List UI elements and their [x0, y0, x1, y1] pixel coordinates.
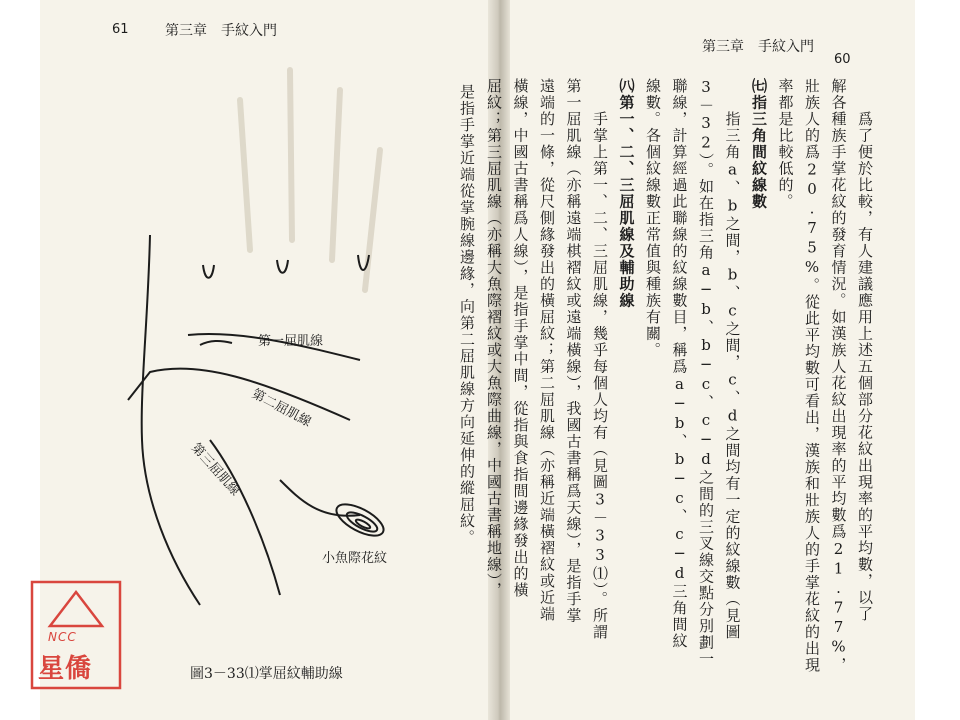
- label-second-crease: 第二屈肌線: [249, 386, 314, 431]
- label-first-crease: 第一屈肌線: [258, 334, 324, 349]
- left-page-number: 61: [112, 22, 129, 37]
- palm-crease-figure: [60, 60, 400, 660]
- left-text-column: 是指手掌近端從掌腕線邊緣，向第二屈肌線方向延伸的縱屈紋。: [458, 84, 476, 546]
- section-heading: ㈦指三角間紋線數: [750, 78, 768, 210]
- text-column: 遠端的一條，從尺側緣發出的橫屈紋；第二屈肌線（亦稱近端橫褶紋或近端: [538, 78, 556, 623]
- text-column: 3－32）。如在指三角a─b、b─c、c─d之間的三叉線交點分別劃一: [697, 78, 715, 668]
- hypothenar-loop: [332, 498, 388, 542]
- finger-base-mark-1: [203, 265, 214, 278]
- section-heading: ㈧第一、二、三屈肌線及輔助線: [617, 78, 636, 309]
- right-chapter-title: 第三章 手紋入門: [702, 39, 814, 55]
- text-column: 橫線，中國古書稱爲人線），是指手掌中間，從指與食指間邊緣發出的橫: [511, 78, 530, 599]
- text-column: 第一屈肌線（亦稱遠端棋褶紋或遠端橫線），我國古書稱爲天線），是指手掌: [564, 78, 583, 624]
- figure-caption: 圖3－33⑴掌屈紋輔助線: [190, 666, 343, 682]
- palm-figure-drawing: [60, 60, 400, 660]
- stamp-triangle-icon: [50, 592, 102, 626]
- finger-base-mark-2: [277, 260, 288, 273]
- ncc-stamp: [30, 580, 122, 690]
- text-column: 壯族人的爲20.75%。從此平均數可看出，漢族和壯族人的手掌花紋的出現: [803, 78, 821, 674]
- left-chapter-title: 第三章 手紋入門: [165, 23, 277, 39]
- label-hypothenar-pattern: 小魚際花紋: [322, 551, 388, 566]
- palm-outline-left: [142, 235, 200, 605]
- stamp-name-text: 星僑: [38, 654, 93, 684]
- text-column: 解各種族手掌花紋的發育情況。如漢族人花紋出現率的平均數爲21.77%，: [829, 78, 848, 674]
- second-crease-line: [128, 369, 350, 420]
- text-column: 率都是比較低的。: [776, 78, 795, 210]
- text-column: 屈紋；第三屈肌線（亦稱大魚際褶紋或大魚際曲線，中國古書稱地線），: [485, 78, 503, 599]
- text-column: 手掌上第一、二、三屈肌線，幾乎每個人均有（見圖3－33⑴）。所謂: [591, 78, 609, 641]
- stamp-ncc-text: NCC: [48, 630, 77, 644]
- right-page-number: 60: [834, 52, 851, 67]
- text-column: 爲了便於比較，有人建議應用上述五個部分花紋出現率的平均數，以了: [856, 78, 874, 623]
- third-crease-upper: [280, 480, 360, 516]
- text-column: 聯線，計算經過此聯線的紋線數目，稱爲a─b、b─c、c─d三角間紋: [670, 78, 689, 650]
- text-column: 線數。各個紋線數正常值與種族有關。: [644, 78, 662, 359]
- first-crease-fork: [200, 341, 232, 345]
- label-third-crease: 第三屈肌線: [187, 440, 243, 500]
- text-column: 指三角a、b之間，b、c之間，c、d之間均有一定的紋線數（見圖: [723, 78, 742, 641]
